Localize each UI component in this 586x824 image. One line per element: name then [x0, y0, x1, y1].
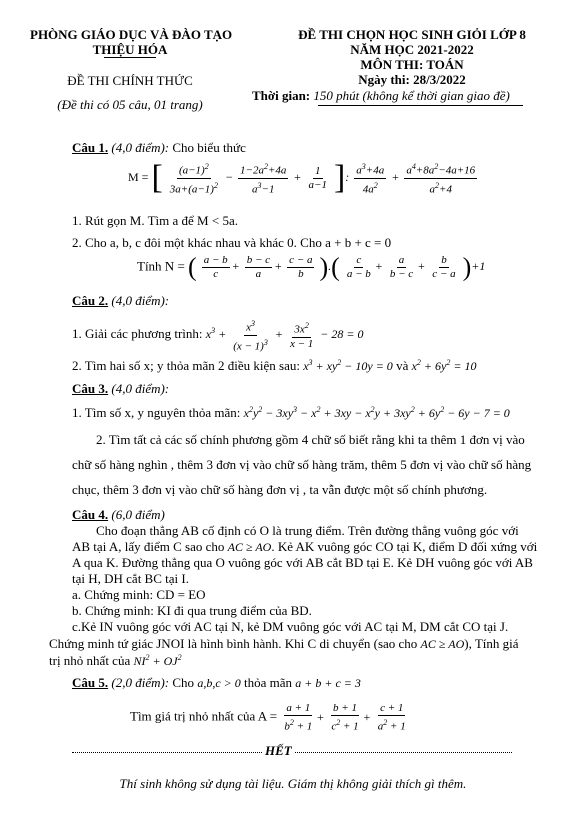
school-year: NĂM HỌC 2021-2022 — [350, 42, 474, 57]
q3-part2-line3: chục, thêm 3 đơn vị vào chữ số hàng đơn vị , ta vẫn được một số chính phương. — [72, 482, 488, 497]
q2-points: (4,0 điểm): — [111, 293, 170, 308]
q4-line4: tại H, DH cắt BC tại I. — [72, 571, 189, 586]
q3-part2-line1: 2. Tìm tất cả các số chính phương gồm 4 chữ số biết rằng khi ta thêm 1 đơn vị vào — [96, 432, 525, 447]
pages-note: (Đề thi có 05 câu, 01 trang) — [57, 97, 203, 112]
q4-part-a: a. Chứng minh: CD = EO — [72, 587, 206, 602]
header-underline-right — [318, 105, 523, 106]
q3-label: Câu 3. — [72, 381, 109, 396]
q1-points: (4,0 điểm): — [111, 140, 170, 155]
q1-intro: Cho biểu thức — [172, 140, 246, 155]
exam-title: ĐỀ THI CHỌN HỌC SINH GIỎI LỚP 8 — [298, 27, 526, 42]
time-line — [252, 88, 510, 104]
q3-part1-text: 1. Tìm số x, y nguyên thỏa mãn: — [72, 405, 241, 420]
q4-part-c3: trị nhỏ nhất của $NI^2 + OJ^2$ — [49, 653, 182, 668]
q4-label: Câu 4. — [72, 507, 109, 522]
time-label: Thời gian: — [252, 88, 311, 103]
q1-part2: 2. Cho a, b, c đôi một khác nhau và khác 0. Cho a + b + c = 0 — [72, 235, 392, 250]
q4-line3: A qua K. Đường thẳng qua O vuông góc với AB cắt BD tại E. Kẻ DH vuông góc với AB — [72, 555, 533, 570]
q5-find: Tìm giá trị nhỏ nhất của A = — [130, 708, 278, 724]
q4-part-c2b: ), Tính giá — [464, 636, 519, 651]
q1-expression-n: Tính N = ( $\frac{a - b}{c}$ + $\frac{b - c}{a}$ + $\frac{c - a}{b}$ ).( $\frac{c}{a - b}$ + $\frac{a}{b - c}$ + $\frac{b}{c - a}$ )+1 — [137, 252, 486, 282]
q1-heading — [72, 140, 246, 156]
q2-part2: 2. Tìm hai số x; y thỏa mãn 2 điều kiện sau: $x^3 + xy^2 - 10y = 0$ và $x^2 + 6y^2 = 10$ — [72, 358, 477, 373]
q4-line2: AB tại A, lấy điểm C sao cho AC ≥ AO. Kẻ AK vuông góc CO tại K, điểm D đối xứng với — [72, 539, 538, 554]
q4-part-c1: c.Kẻ IN vuông góc với AC tại N, kẻ DM vuông góc với AC tại M, DM cắt CO tại J. — [72, 619, 509, 634]
q5-points: (2,0 điểm): — [111, 675, 170, 690]
q5-intro: Cho — [172, 675, 195, 690]
q5-cond: thỏa mãn — [244, 675, 293, 690]
q2-and: và — [396, 358, 409, 373]
time-value: 150 phút (không kể thời gian giao đề) — [313, 88, 510, 103]
q4-heading — [72, 507, 165, 523]
q5-label: Câu 5. — [72, 675, 109, 690]
q1-expression-m: M = [ $\frac{(a-1)^2}{3a+(a-1)^2}$ − $\frac{1-2a^2+4a}{a^3-1}$ + $\frac{1}{a-1}$ ]: $\frac{a^3+4a}{4a^2}$ + $\frac{a^4+8a^2-4a+16}{a^2+4}$ — [128, 159, 476, 197]
q2-heading — [72, 293, 169, 309]
q4-part-c2: Chứng minh tứ giác JNOI là hình bình hành. Khi C di chuyển (sao cho AC ≥ AO), Tính giá — [49, 636, 519, 651]
q1-tinh: Tính N = — [137, 258, 185, 274]
department-name: PHÒNG GIÁO DỤC VÀ ĐÀO TẠO — [30, 27, 233, 42]
q3-part2-line2: chữ số hàng nghìn , thêm 3 đơn vị vào chữ số hàng trăm, thêm 5 đơn vị vào chữ số hàng — [72, 457, 532, 472]
q3-points: (4,0 điểm): — [111, 381, 170, 396]
subject: MÔN THI: TOÁN — [360, 57, 464, 72]
q4-part-b: b. Chứng minh: KI đi qua trung điểm của BD. — [72, 603, 312, 618]
q5-expression: Tìm giá trị nhỏ nhất của A = $\frac{a + 1}{b^2 + 1}$ + $\frac{b + 1}{c^2 + 1}$ + $\frac{c + 1}{a^2 + 1}$ — [130, 702, 406, 733]
q2-label: Câu 2. — [72, 293, 109, 308]
q1-label: Câu 1. — [72, 140, 109, 155]
q4-part-c2a: Chứng minh tứ giác JNOI là hình bình hành. Khi C di chuyển (sao cho — [49, 636, 418, 651]
q2-part1: 1. Giải các phương trình: $x^3$ + $\frac{x^3}{(x - 1)^3}$ + $\frac{3x^2}{x - 1}$ − 28 = 0 — [72, 319, 364, 353]
q3-heading — [72, 381, 169, 397]
q1-part1: 1. Rút gọn M. Tìm a để M < 5a. — [72, 213, 238, 228]
q4-line2a: AB tại A, lấy điểm C sao cho — [72, 539, 225, 554]
footer-note: Thí sinh không sử dụng tài liệu. Giám thị không giải thích gì thêm. — [119, 776, 467, 791]
q4-line1: Cho đoạn thẳng AB cố định có O là trung điểm. Trên đường thẳng vuông góc với — [96, 523, 519, 538]
q2-part2-text: 2. Tìm hai số x; y thỏa mãn 2 điều kiện sau: — [72, 358, 300, 373]
q4-part-c3-text: trị nhỏ nhất của — [49, 653, 131, 668]
q5-heading: Câu 5. (2,0 điểm): Cho a,b,c > 0 thỏa mãn a + b + c = 3 — [72, 675, 361, 690]
end-marker: HẾT — [262, 743, 295, 759]
official-label: ĐỀ THI CHÍNH THỨC — [67, 73, 193, 88]
district-name: THIỆU HÓA — [92, 42, 168, 57]
exam-date: Ngày thi: 28/3/2022 — [358, 72, 466, 87]
header-underline-left — [104, 57, 156, 58]
q4-points: (6,0 điểm) — [111, 507, 165, 522]
q4-line2b: . Kẻ AK vuông góc CO tại K, điểm D đối xứng với — [271, 539, 538, 554]
q2-part1-text: 1. Giải các phương trình: — [72, 325, 203, 341]
q3-part1: 1. Tìm số x, y nguyên thỏa mãn: $x^2y^2 - 3xy^3 - x^2 + 3xy - x^2y + 3xy^2 + 6y^2 - 6y - 7 = 0$ — [72, 405, 510, 420]
